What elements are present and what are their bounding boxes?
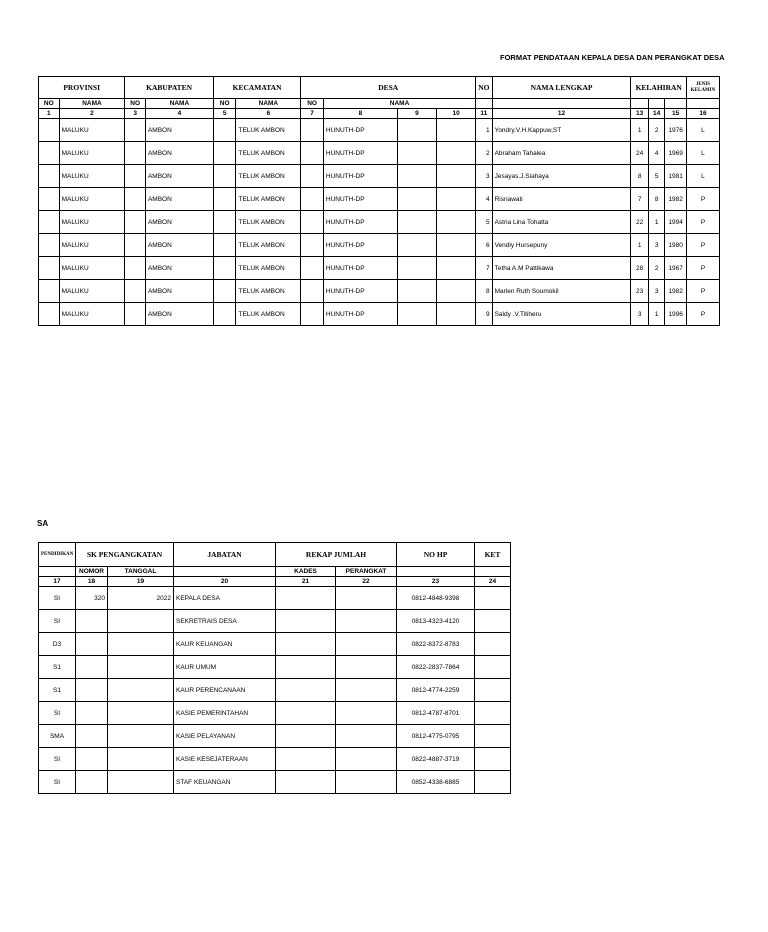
cell-empty	[125, 303, 146, 326]
cell-no: 8	[476, 280, 492, 303]
cell-perangkat	[336, 656, 397, 679]
cell-empty	[437, 280, 476, 303]
subheader-perangkat: PERANGKAT	[336, 567, 397, 577]
cell-empty	[397, 211, 436, 234]
cell-nama-lengkap: Vendly Hursepuny	[492, 234, 631, 257]
cell-perangkat	[336, 633, 397, 656]
cell-kabupaten: AMBON	[145, 211, 213, 234]
table-row	[39, 725, 511, 748]
column-number: 11	[476, 109, 492, 119]
cell-nama-lengkap: Marlen Ruth Soumokil	[492, 280, 631, 303]
cell-jabatan: KEPALA DESA	[174, 587, 276, 610]
cell-no: 9	[476, 303, 492, 326]
table-row	[39, 211, 720, 234]
column-number: 20	[174, 577, 276, 587]
cell-ket	[475, 587, 511, 610]
table-row	[39, 119, 720, 142]
cell-empty	[437, 142, 476, 165]
cell-no: 6	[476, 234, 492, 257]
cell-desa: HUNUTH-DP	[323, 280, 397, 303]
cell-tanggal-lahir: 3	[631, 303, 648, 326]
data-table-part2	[38, 542, 511, 794]
subheader-no: NO	[39, 99, 60, 109]
cell-tahun-lahir: 1980	[665, 234, 687, 257]
cell-sk-nomor	[76, 702, 108, 725]
cell-provinsi: MALUKU	[59, 165, 125, 188]
cell-pendidikan: SI	[39, 702, 76, 725]
cell-bulan-lahir: 4	[648, 142, 664, 165]
document-title: FORMAT PENDATAAN KEPALA DESA DAN PERANGKAT DESA	[500, 53, 725, 62]
cell-jabatan: STAF KEUANGAN	[174, 771, 276, 794]
cell-provinsi: MALUKU	[59, 257, 125, 280]
cell-tanggal-lahir: 24	[631, 142, 648, 165]
cell-kecamatan: TELUK AMBON	[236, 119, 301, 142]
subheader-nama: NAMA	[59, 99, 125, 109]
cell-empty	[39, 257, 60, 280]
cell-empty	[301, 211, 324, 234]
cell-empty	[39, 211, 60, 234]
table-row	[39, 679, 511, 702]
cell-jenis-kelamin: P	[686, 188, 719, 211]
cell-bulan-lahir: 1	[648, 211, 664, 234]
cell-tanggal-lahir: 8	[631, 165, 648, 188]
cell-nama-lengkap: Yondry.V.H.Kappuw,ST	[492, 119, 631, 142]
subheader-nama: NAMA	[236, 99, 301, 109]
cell-desa: HUNUTH-DP	[323, 234, 397, 257]
cell-perangkat	[336, 610, 397, 633]
cell-provinsi: MALUKU	[59, 234, 125, 257]
column-number: 10	[437, 109, 476, 119]
cell-kades	[276, 633, 336, 656]
cell-empty	[397, 119, 436, 142]
cell-jenis-kelamin: P	[686, 234, 719, 257]
cell-empty	[213, 280, 236, 303]
cell-tanggal-lahir: 1	[631, 234, 648, 257]
cell-no-hp: 0812-4848-9398	[397, 587, 475, 610]
column-number: 24	[475, 577, 511, 587]
continuation-text: SA	[37, 519, 49, 528]
cell-bulan-lahir: 2	[648, 257, 664, 280]
cell-nama-lengkap: Abraham Tahalea	[492, 142, 631, 165]
cell-kecamatan: TELUK AMBON	[236, 142, 301, 165]
cell-bulan-lahir: 1	[648, 303, 664, 326]
cell-tahun-lahir: 1976	[665, 119, 687, 142]
cell-empty	[213, 119, 236, 142]
header-sk-pengangkatan: SK PENGANGKATAN	[76, 543, 174, 567]
cell-desa: HUNUTH-DP	[323, 257, 397, 280]
cell-kecamatan: TELUK AMBON	[236, 303, 301, 326]
cell-tahun-lahir: 1981	[665, 165, 687, 188]
cell-ket	[475, 702, 511, 725]
cell-no-hp: 0813-4323-4120	[397, 610, 475, 633]
cell-jabatan: KAUR UMUM	[174, 656, 276, 679]
column-number: 17	[39, 577, 76, 587]
cell-kabupaten: AMBON	[145, 280, 213, 303]
cell-empty	[301, 303, 324, 326]
table-row	[39, 280, 720, 303]
cell-pendidikan: SI	[39, 587, 76, 610]
subheader-nama: NAMA	[323, 99, 475, 109]
table-row	[39, 702, 511, 725]
cell-empty	[437, 257, 476, 280]
cell-bulan-lahir: 3	[648, 280, 664, 303]
cell-empty	[397, 188, 436, 211]
cell-ket	[475, 610, 511, 633]
column-number: 6	[236, 109, 301, 119]
column-number: 14	[648, 109, 664, 119]
cell-bulan-lahir: 8	[648, 188, 664, 211]
column-number-row	[39, 577, 511, 587]
cell-tanggal-lahir: 7	[631, 188, 648, 211]
cell-empty	[301, 280, 324, 303]
cell-sk-nomor	[76, 679, 108, 702]
cell-jabatan: SEKRETRAIS DESA	[174, 610, 276, 633]
cell-empty	[397, 280, 436, 303]
cell-nama-lengkap: Tetha A.M Pattikawa	[492, 257, 631, 280]
cell-empty	[213, 211, 236, 234]
cell-kades	[276, 610, 336, 633]
cell-empty	[437, 303, 476, 326]
cell-kabupaten: AMBON	[145, 303, 213, 326]
cell-empty	[213, 303, 236, 326]
header-kabupaten: KABUPATEN	[125, 77, 213, 99]
cell-provinsi: MALUKU	[59, 188, 125, 211]
cell-kades	[276, 679, 336, 702]
header-jabatan: JABATAN	[174, 543, 276, 567]
data-table-part1	[38, 76, 720, 326]
cell-tahun-lahir: 1996	[665, 303, 687, 326]
cell-perangkat	[336, 771, 397, 794]
cell-kades	[276, 656, 336, 679]
cell-jabatan: KAUR PERENCANAAN	[174, 679, 276, 702]
cell-empty	[301, 188, 324, 211]
cell-kabupaten: AMBON	[145, 188, 213, 211]
header-nama-lengkap: NAMA LENGKAP	[492, 77, 631, 99]
cell-pendidikan: SI	[39, 610, 76, 633]
cell-ket	[475, 748, 511, 771]
cell-empty	[39, 234, 60, 257]
cell-pendidikan: SI	[39, 771, 76, 794]
cell-empty	[125, 188, 146, 211]
subheader-no: NO	[125, 99, 146, 109]
cell-empty	[301, 257, 324, 280]
cell-no-hp: 0822-8372-8783	[397, 633, 475, 656]
column-number: 22	[336, 577, 397, 587]
cell-jabatan: KAUR KEUANGAN	[174, 633, 276, 656]
subheader-nomor: NOMOR	[76, 567, 108, 577]
cell-kabupaten: AMBON	[145, 142, 213, 165]
cell-desa: HUNUTH-DP	[323, 188, 397, 211]
cell-sk-nomor	[76, 748, 108, 771]
column-number: 19	[108, 577, 174, 587]
cell-no-hp: 0812-4774-2259	[397, 679, 475, 702]
cell-empty	[437, 211, 476, 234]
cell-jabatan: KASIE PEMERINTAHAN	[174, 702, 276, 725]
cell-perangkat	[336, 587, 397, 610]
column-number-row	[39, 109, 720, 119]
cell-provinsi: MALUKU	[59, 142, 125, 165]
column-number: 9	[397, 109, 436, 119]
cell-empty	[125, 280, 146, 303]
cell-empty	[213, 257, 236, 280]
cell-provinsi: MALUKU	[59, 280, 125, 303]
cell-jenis-kelamin: P	[686, 303, 719, 326]
table-row	[39, 257, 720, 280]
cell-kabupaten: AMBON	[145, 165, 213, 188]
cell-tahun-lahir: 1982	[665, 188, 687, 211]
cell-sk-tanggal	[108, 771, 174, 794]
cell-ket	[475, 656, 511, 679]
header-provinsi: PROVINSI	[39, 77, 125, 99]
cell-empty	[125, 142, 146, 165]
cell-empty	[397, 303, 436, 326]
column-number: 13	[631, 109, 648, 119]
cell-pendidikan: S1	[39, 679, 76, 702]
header-no: NO	[476, 77, 492, 99]
cell-sk-nomor	[76, 725, 108, 748]
cell-desa: HUNUTH-DP	[323, 211, 397, 234]
cell-empty	[397, 142, 436, 165]
header-ket: KET	[475, 543, 511, 567]
cell-sk-nomor	[76, 610, 108, 633]
cell-pendidikan: SMA	[39, 725, 76, 748]
table-row	[39, 303, 720, 326]
table-row	[39, 748, 511, 771]
cell-empty	[397, 257, 436, 280]
header-kelahiran: KELAHIRAN	[631, 77, 687, 99]
cell-empty	[437, 234, 476, 257]
cell-no: 1	[476, 119, 492, 142]
cell-tanggal-lahir: 1	[631, 119, 648, 142]
table-row	[39, 234, 720, 257]
cell-empty	[125, 165, 146, 188]
cell-bulan-lahir: 2	[648, 119, 664, 142]
cell-jenis-kelamin: P	[686, 211, 719, 234]
cell-empty	[301, 234, 324, 257]
cell-empty	[437, 188, 476, 211]
cell-empty	[213, 234, 236, 257]
cell-pendidikan: SI	[39, 748, 76, 771]
cell-jenis-kelamin: L	[686, 165, 719, 188]
cell-kecamatan: TELUK AMBON	[236, 211, 301, 234]
column-number: 7	[301, 109, 324, 119]
column-number: 18	[76, 577, 108, 587]
header-jenis-kelamin: JENIS KELAMIN	[686, 77, 719, 99]
cell-perangkat	[336, 748, 397, 771]
cell-nama-lengkap: Risnawati	[492, 188, 631, 211]
cell-empty	[39, 165, 60, 188]
column-number: 15	[665, 109, 687, 119]
cell-no-hp: 0822-2837-7864	[397, 656, 475, 679]
table-row	[39, 142, 720, 165]
cell-sk-tanggal	[108, 633, 174, 656]
cell-sk-tanggal	[108, 748, 174, 771]
header-no-hp: NO HP	[397, 543, 475, 567]
cell-jabatan: KASIE KESEJATERAAN	[174, 748, 276, 771]
cell-nama-lengkap: Jesayas.J.Siahaya	[492, 165, 631, 188]
cell-empty	[39, 280, 60, 303]
cell-kecamatan: TELUK AMBON	[236, 188, 301, 211]
cell-empty	[437, 165, 476, 188]
cell-sk-nomor	[76, 633, 108, 656]
table-row	[39, 610, 511, 633]
cell-tanggal-lahir: 28	[631, 257, 648, 280]
cell-kades	[276, 771, 336, 794]
cell-perangkat	[336, 679, 397, 702]
cell-empty	[397, 165, 436, 188]
cell-desa: HUNUTH-DP	[323, 142, 397, 165]
column-number: 21	[276, 577, 336, 587]
cell-jenis-kelamin: P	[686, 280, 719, 303]
column-number: 3	[125, 109, 146, 119]
cell-empty	[301, 165, 324, 188]
subheader-kades: KADES	[276, 567, 336, 577]
subheader-no: NO	[213, 99, 236, 109]
cell-no: 2	[476, 142, 492, 165]
cell-sk-nomor	[76, 771, 108, 794]
cell-sk-tanggal	[108, 610, 174, 633]
cell-tahun-lahir: 1969	[665, 142, 687, 165]
cell-ket	[475, 725, 511, 748]
cell-perangkat	[336, 702, 397, 725]
header-rekap-jumlah: REKAP JUMLAH	[276, 543, 397, 567]
header-desa: DESA	[301, 77, 476, 99]
table-row	[39, 587, 511, 610]
cell-sk-tanggal	[108, 679, 174, 702]
cell-no: 4	[476, 188, 492, 211]
cell-kecamatan: TELUK AMBON	[236, 165, 301, 188]
cell-no: 7	[476, 257, 492, 280]
cell-kabupaten: AMBON	[145, 119, 213, 142]
cell-empty	[301, 119, 324, 142]
cell-empty	[397, 234, 436, 257]
cell-jabatan: KASIE PELAYANAN	[174, 725, 276, 748]
table-row	[39, 771, 511, 794]
cell-desa: HUNUTH-DP	[323, 165, 397, 188]
cell-bulan-lahir: 3	[648, 234, 664, 257]
cell-perangkat	[336, 725, 397, 748]
cell-kabupaten: AMBON	[145, 257, 213, 280]
cell-sk-tanggal: 2022	[108, 587, 174, 610]
cell-empty	[39, 303, 60, 326]
cell-tanggal-lahir: 23	[631, 280, 648, 303]
column-number: 16	[686, 109, 719, 119]
cell-ket	[475, 771, 511, 794]
table-row	[39, 656, 511, 679]
table-row	[39, 165, 720, 188]
cell-bulan-lahir: 5	[648, 165, 664, 188]
column-number: 1	[39, 109, 60, 119]
cell-no-hp: 0822-4887-3719	[397, 748, 475, 771]
cell-kades	[276, 748, 336, 771]
column-number: 23	[397, 577, 475, 587]
cell-empty	[213, 142, 236, 165]
header-pendidikan: PENDIDIKAN	[39, 543, 76, 567]
cell-kades	[276, 587, 336, 610]
cell-sk-tanggal	[108, 702, 174, 725]
cell-jenis-kelamin: L	[686, 119, 719, 142]
table-row	[39, 633, 511, 656]
cell-kades	[276, 702, 336, 725]
cell-empty	[39, 142, 60, 165]
cell-sk-tanggal	[108, 725, 174, 748]
cell-provinsi: MALUKU	[59, 119, 125, 142]
cell-kecamatan: TELUK AMBON	[236, 234, 301, 257]
cell-pendidikan: S1	[39, 656, 76, 679]
column-number: 12	[492, 109, 631, 119]
cell-provinsi: MALUKU	[59, 211, 125, 234]
subheader-no: NO	[301, 99, 324, 109]
cell-sk-nomor: 320	[76, 587, 108, 610]
cell-empty	[125, 119, 146, 142]
cell-no-hp: 0852-4338-6885	[397, 771, 475, 794]
cell-nama-lengkap: Astria Lina Tohatta	[492, 211, 631, 234]
cell-provinsi: MALUKU	[59, 303, 125, 326]
cell-kabupaten: AMBON	[145, 234, 213, 257]
cell-ket	[475, 679, 511, 702]
cell-kecamatan: TELUK AMBON	[236, 280, 301, 303]
cell-empty	[213, 188, 236, 211]
cell-tahun-lahir: 1982	[665, 280, 687, 303]
cell-no-hp: 0812-4787-8701	[397, 702, 475, 725]
cell-nama-lengkap: Saldy .V.Titiheru	[492, 303, 631, 326]
cell-desa: HUNUTH-DP	[323, 303, 397, 326]
cell-empty	[125, 211, 146, 234]
cell-empty	[437, 119, 476, 142]
cell-tahun-lahir: 1967	[665, 257, 687, 280]
subheader-tanggal: TANGGAL	[108, 567, 174, 577]
column-number: 5	[213, 109, 236, 119]
cell-ket	[475, 633, 511, 656]
cell-jenis-kelamin: L	[686, 142, 719, 165]
cell-empty	[39, 119, 60, 142]
cell-kecamatan: TELUK AMBON	[236, 257, 301, 280]
table-row	[39, 188, 720, 211]
cell-sk-tanggal	[108, 656, 174, 679]
column-number: 8	[323, 109, 397, 119]
cell-tanggal-lahir: 22	[631, 211, 648, 234]
column-number: 4	[145, 109, 213, 119]
cell-empty	[213, 165, 236, 188]
cell-no: 5	[476, 211, 492, 234]
cell-no: 3	[476, 165, 492, 188]
cell-empty	[125, 234, 146, 257]
cell-tahun-lahir: 1994	[665, 211, 687, 234]
cell-kades	[276, 725, 336, 748]
cell-empty	[125, 257, 146, 280]
cell-jenis-kelamin: P	[686, 257, 719, 280]
cell-empty	[301, 142, 324, 165]
header-kecamatan: KECAMATAN	[213, 77, 300, 99]
cell-sk-nomor	[76, 656, 108, 679]
cell-empty	[39, 188, 60, 211]
cell-desa: HUNUTH-DP	[323, 119, 397, 142]
cell-pendidikan: D3	[39, 633, 76, 656]
subheader-nama: NAMA	[145, 99, 213, 109]
cell-no-hp: 0812-4775-0795	[397, 725, 475, 748]
column-number: 2	[59, 109, 125, 119]
